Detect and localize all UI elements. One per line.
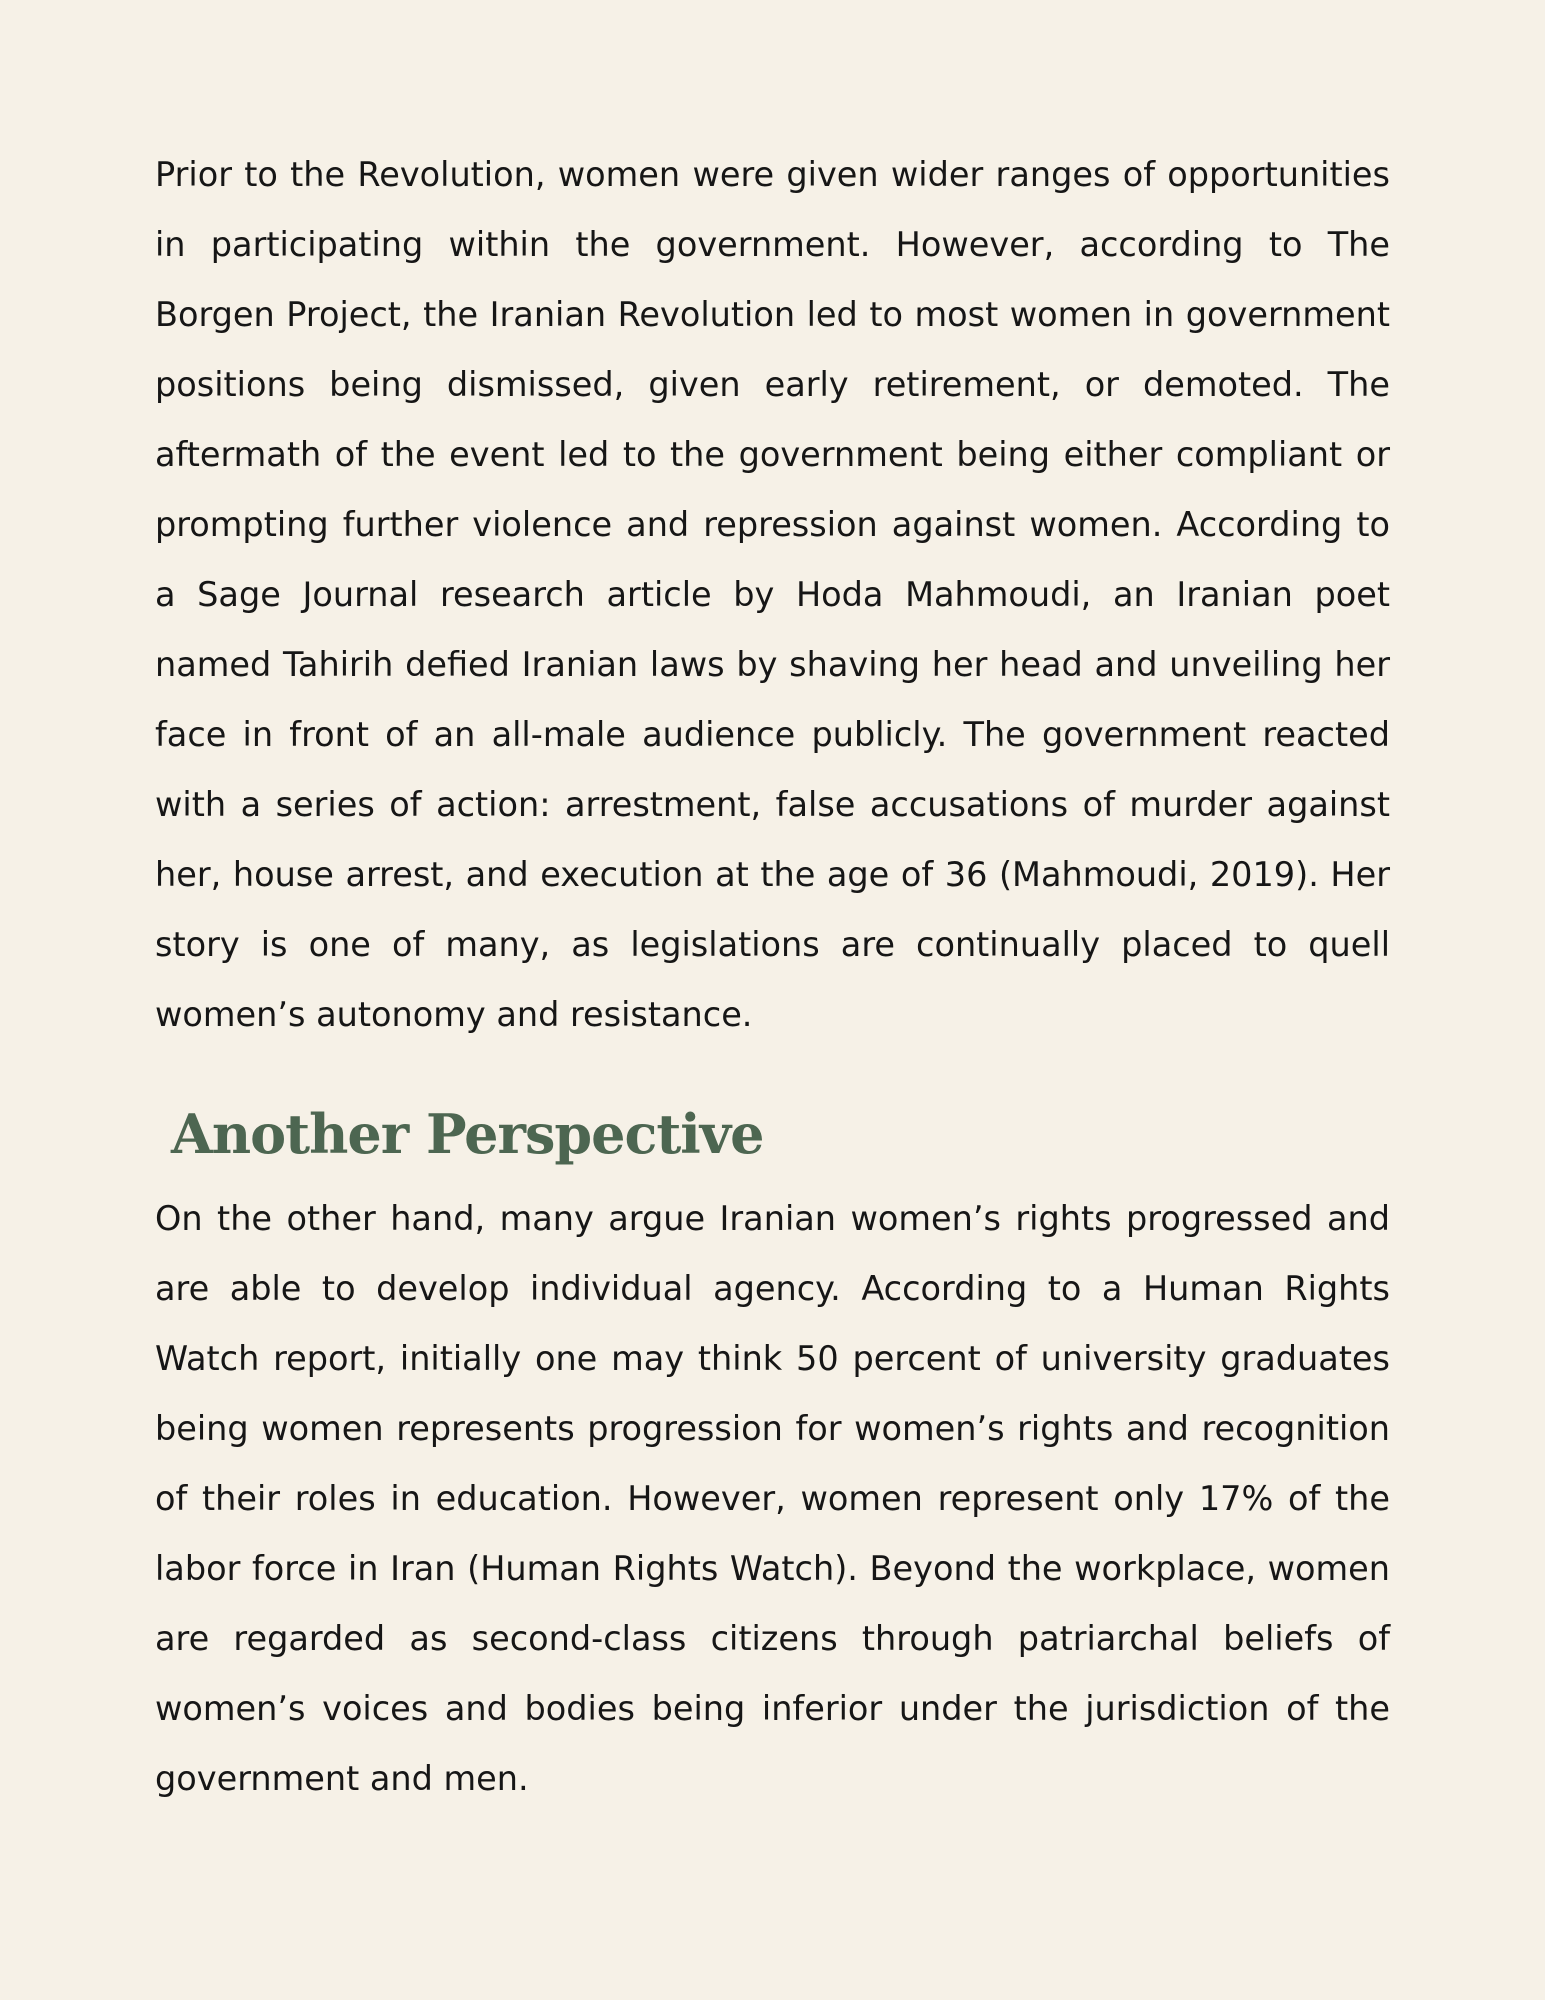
paragraph-revolution: Prior to the Revolution, women were given wider ranges of opportunities in participating within the government. However, according to The Borgen Project, the Iranian Revolution led to most women in government positions being dismissed, given early retirement, or demoted. The aftermath of the event led to the government being either compliant or prompting further violence and repression against women. According to a Sage Journal research article by Hoda Mahmoudi, an Iranian poet named Tahirih defied Iranian laws by shaving her head and unveiling her face in front of an all-male audience publicly. The government reacted with a series of action: arrestment, false accusations of murder against her, house arrest, and execution at the age of 36 (Mahmoudi, 2019). Her story is one of many, as legislations are continually placed to quell women’s autonomy and resistance. bbox=[155, 155, 1390, 1034]
paragraph-another-perspective: On the other hand, many argue Iranian women’s rights progressed and are able to develop individual agency. According to a Human Rights Watch report, initially one may think 50 percent of university graduates being women represents progression for women’s rights and recognition of their roles in education. However, women represent only 17% of the labor force in Iran (Human Rights Watch). Beyond the workplace, women are regarded as second-class citizens through patriarchal beliefs of women’s voices and bodies being inferior under the jurisdiction of the government and men. bbox=[155, 1199, 1390, 1798]
document-page bbox=[155, 140, 1390, 1814]
section-heading: Another Perspective bbox=[171, 1102, 764, 1166]
